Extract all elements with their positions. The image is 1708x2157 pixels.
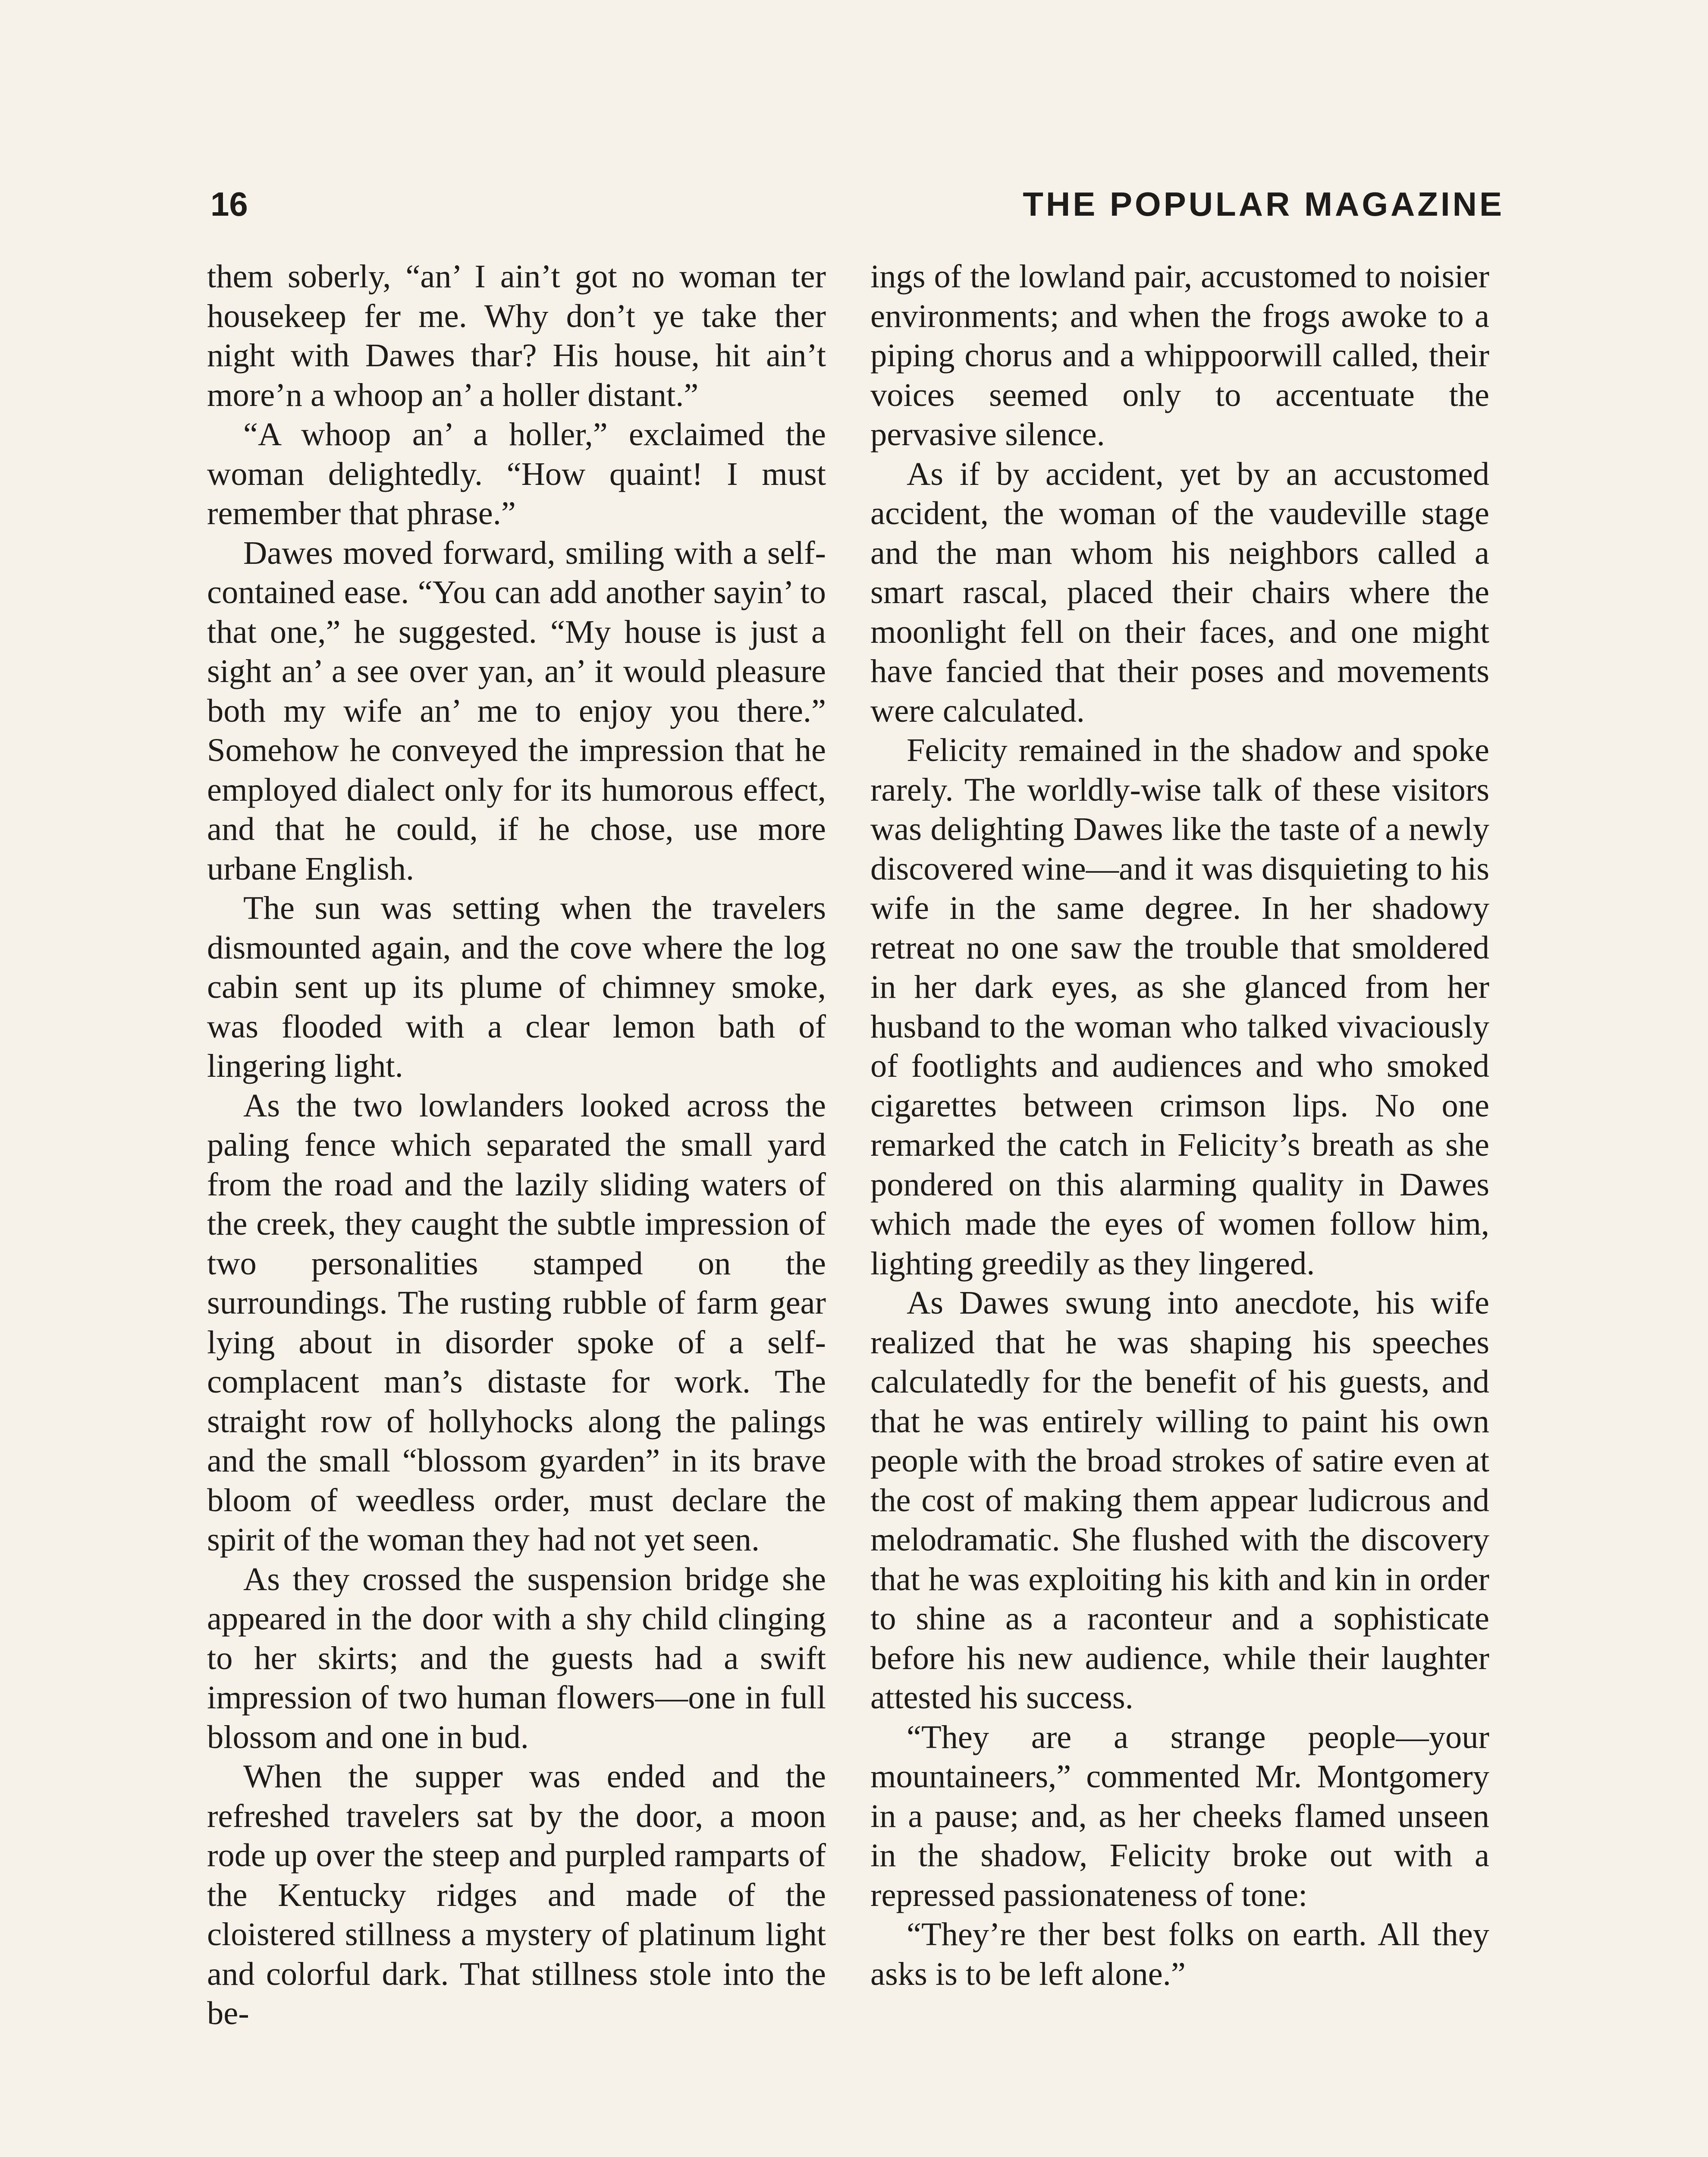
paragraph: As if by accident, yet by an accustomed accident, the woman of the vaudeville stage and the man whom his neighbors called a smart rascal, placed their chairs where the moonlight fell on their faces, and one might have fancied that their poses and movements were calculated. bbox=[870, 455, 1489, 729]
paragraph: Felicity remained in the shadow and spoke rarely. The worldly-wise talk of these visitors was delighting Dawes like the taste of a newly discovered wine—and it was disquieting to his wife in the same degree. In her shadowy retreat no one saw the trouble that smoldered in her dark eyes, as she glanced from her husband to the woman who talked vivaciously of footlights and audiences and who smoked cigarettes between crimson lips. No one remarked the catch in Felicity’s breath as she pondered on this alarming quality in Dawes which made the eyes of women follow him, lighting greedily as they lingered. bbox=[870, 732, 1489, 1282]
paragraph: As Dawes swung into anecdote, his wife realized that he was shaping his speeches calculatedly for the benefit of his guests, and that he was entirely willing to paint his own people with the broad strokes of satire even at the cost of making them appear ludicrous and melodramatic. She flushed with the discovery that he was exploiting his kith and kin in order to shine as a raconteur and a sophisticate before his new audience, while their laughter attested his success. bbox=[870, 1284, 1489, 1716]
paragraph: Dawes moved forward, smiling with a self-contained ease. “You can add another sayin’ to that one,” he suggested. “My house is just a sight an’ a see over yan, an’ it would pleasure both my wife an’ me to enjoy you there.” Somehow he conveyed the impression that he employed dialect only for its humorous effect, and that he could, if he chose, use more urbane English. bbox=[207, 534, 826, 887]
paragraph: As the two lowlanders looked across the paling fence which separated the small yard from the road and the lazily sliding waters of the creek, they caught the subtle impression of two personalities stamped on the surroundings. The rusting rubble of farm gear lying about in disorder spoke of a self-complacent man’s distaste for work. The straight row of hollyhocks along the palings and the small “blossom gyarden” in its brave bloom of weedless order, must declare the spirit of the woman they had not yet seen. bbox=[207, 1087, 826, 1558]
paragraph: “They’re ther best folks on earth. All they asks is to be left alone.” bbox=[870, 1916, 1489, 1992]
paragraph: ings of the lowland pair, accustomed to noisier environments; and when the frogs awoke to a piping chorus and a whippoorwill called, their voices seemed only to accentuate the pervasive silence. bbox=[870, 258, 1489, 453]
right-column bbox=[870, 257, 1489, 1993]
page-header bbox=[210, 180, 1504, 228]
running-head: THE POPULAR MAGAZINE bbox=[1023, 185, 1504, 223]
paragraph: “They are a strange people—your mountaineers,” commented Mr. Montgomery in a pause; and, as her cheeks flamed unseen in the shadow, Felicity broke out with a repressed passionateness of tone: bbox=[870, 1718, 1489, 1913]
paragraph: As they crossed the suspension bridge she appeared in the door with a shy child clinging to her skirts; and the guests had a swift impression of two human flowers—one in full blossom and one in bud. bbox=[207, 1560, 826, 1755]
left-column bbox=[207, 257, 826, 2033]
paragraph: When the supper was ended and the refreshed travelers sat by the door, a moon rode up over the steep and purpled ramparts of the Kentucky ridges and made of the cloistered stillness a mystery of platinum light and colorful dark. That stillness stole into the be- bbox=[207, 1758, 826, 2031]
page-number: 16 bbox=[210, 185, 248, 223]
paragraph: them soberly, “an’ I ain’t got no woman ter housekeep fer me. Why don’t ye take ther night with Dawes thar? His house, hit ain’t more’n a whoop an’ a holler distant.” bbox=[207, 258, 826, 413]
paragraph: “A whoop an’ a holler,” exclaimed the woman delightedly. “How quaint! I must remember that phrase.” bbox=[207, 416, 826, 531]
paragraph: The sun was setting when the travelers dismounted again, and the cove where the log cabin sent up its plume of chimney smoke, was flooded with a clear lemon bath of lingering light. bbox=[207, 890, 826, 1084]
